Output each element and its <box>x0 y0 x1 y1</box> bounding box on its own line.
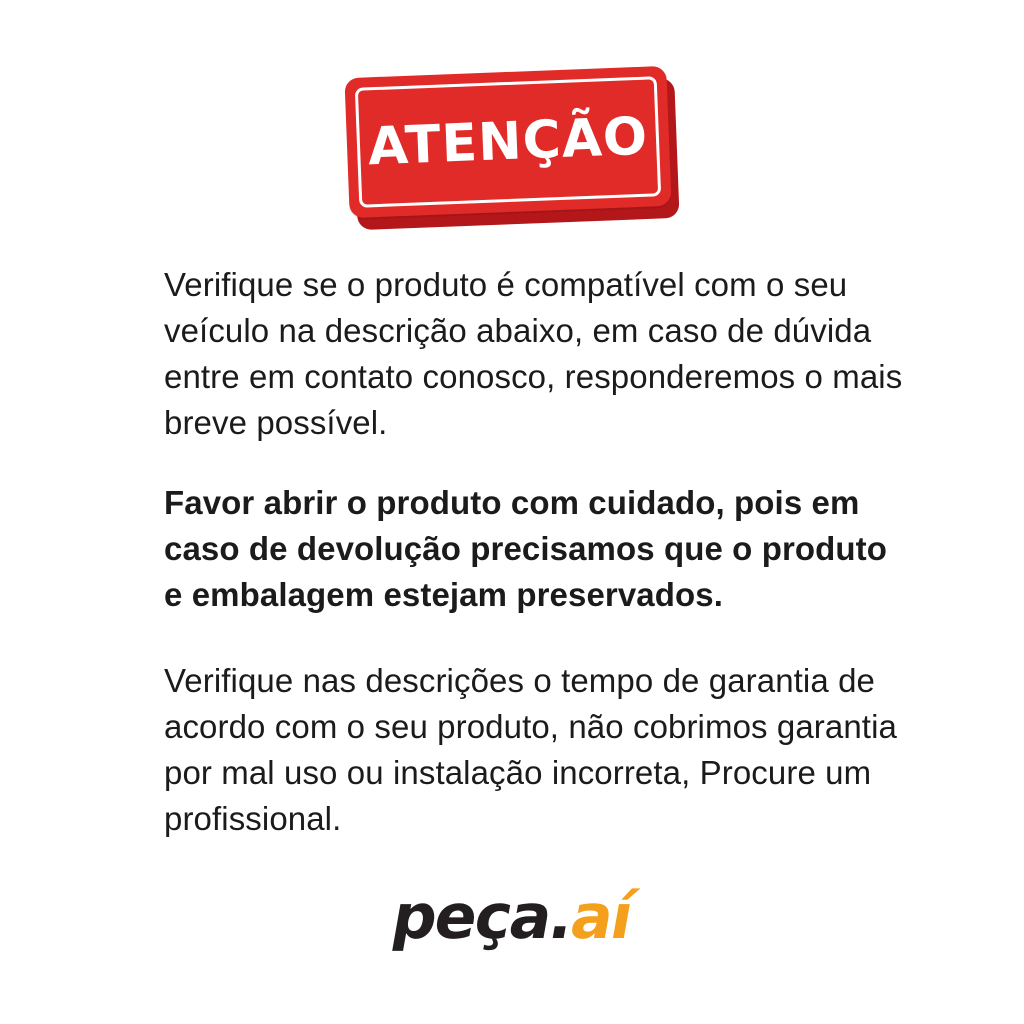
brand-logo-main: peça. <box>386 880 579 953</box>
banner-inner-border <box>355 76 661 208</box>
attention-banner <box>0 72 1024 252</box>
banner-plate <box>344 66 671 218</box>
notice-paragraph-compatibility: Verifique se o produto é compatível com o seu veículo na descrição abaixo, em caso de dúvida entre em contato conosco, responderemos o mais breve possível. <box>164 266 903 441</box>
attention-banner-shape <box>347 72 677 224</box>
brand-logo-accent: aí <box>565 880 638 953</box>
notice-body <box>164 262 904 876</box>
notice-paragraph-warranty: Verifique nas descrições o tempo de garantia de acordo com o seu produto, não cobrimos garantia por mal uso ou instalação incorreta, Procure um profissional. <box>164 662 897 837</box>
notice-paragraph-packaging: Favor abrir o produto com cuidado, pois em caso de devolução precisamos que o produto e embalagem estejam preservados. <box>164 484 888 613</box>
brand-logo-text <box>386 880 638 953</box>
banner-label: ATENÇÃO <box>366 106 650 178</box>
brand-logo <box>0 880 1024 953</box>
